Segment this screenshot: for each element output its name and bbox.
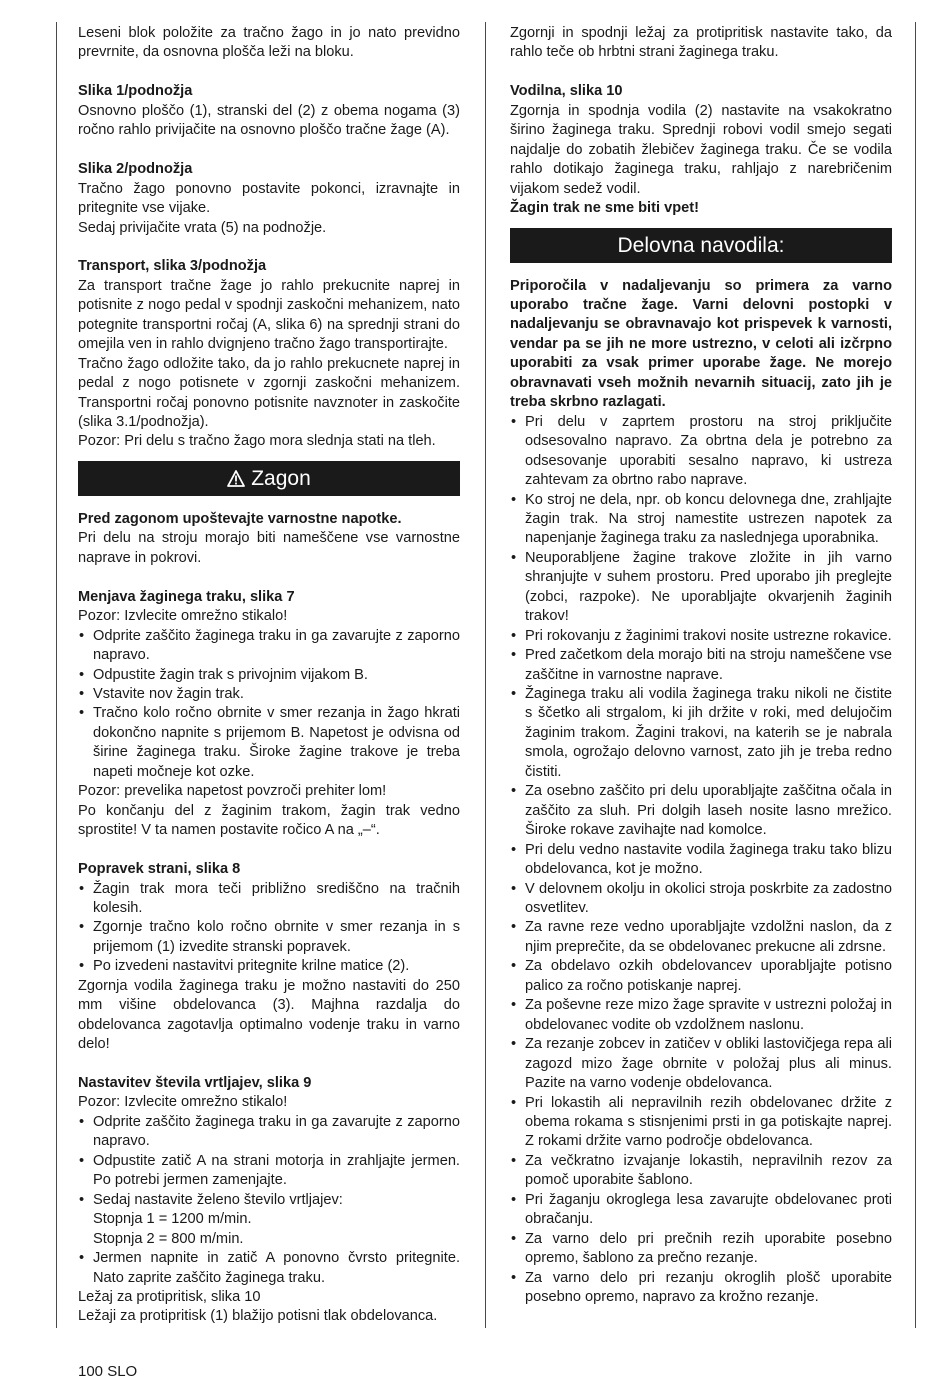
menjava-list xyxy=(78,627,460,783)
column-divider-line xyxy=(485,22,486,1328)
vrtljaji-sub-2: Stopnja 2 = 800 m/min. xyxy=(93,1230,244,1247)
list-item: • Odprite zaščito žaginega traku in ga zavarujte z zaporno napravo. xyxy=(78,627,460,666)
list-item: • Odpustite žagin trak s privojnim vijakom B. xyxy=(78,666,460,685)
list-item: • Vstavite nov žagin trak. xyxy=(78,685,460,704)
slika1-text: Osnovno ploščo (1), stranski del (2) z obema nogama (3) ročno rahlo privijačite na osnovno ploščo tračne žage (A). xyxy=(78,102,460,139)
list-item: • Odprite zaščito žaginega traku in ga zavarujte z zaporno napravo. xyxy=(78,1113,460,1152)
zagon-heading-bar xyxy=(78,461,460,496)
list-item: • Pri rokovanju z žaginimi trakovi nosite ustrezne rokavice. xyxy=(510,627,892,646)
list-item: • Pred začetkom dela morajo biti na stroju nameščene vse zaščitne in varnostne naprave. xyxy=(510,646,892,685)
list-item: • Po izvedeni nastavitvi pritegnite krilne matice (2). xyxy=(78,957,460,976)
delovna-intro-bold: Priporočila v nadaljevanju so primera za varno uporabo tračne žage. Varni delovni postopki v nadaljevanju se obravnavajo kot prispevek k varnosti, vendar pa se jih ne more ustrezno, v celoti ali izčrpno uporabiti za vsak primer uporabe žage. Ne morejo obravnavati vseh možnih nevarnih situacij, zato jih je treba skrbno razlagati. xyxy=(510,277,892,411)
right-column xyxy=(510,24,892,1308)
transport-text-1: Za transport tračne žage jo rahlo prekucnite naprej in potisnite z nogo pedal v spodnji zaskočni mehanizem, nato potegnite transportni ročaj (A, slika 6) na sprednji strani do omejila ven in rahlo dvignjeno tračno žago transportirajte. xyxy=(78,277,460,353)
vodilna-text: Zgornja in spodnja vodila (2) nastavite na vsakokratno širino žaginega traku. Sprednji robovi vodil smejo segati najdalje do zobatih žlebičev žaginega traku. Če se vodila rahlo dotikajo žaginega traku, rahljajo z narebričenim vijakom sedež vodil. xyxy=(510,102,892,197)
list-item: • Za poševne reze mizo žage spravite v ustrezni položaj in obdelovanec vodite ob vzdolžnem naslonu. xyxy=(510,996,892,1035)
list-item: • Za obdelavo ozkih obdelovancev uporabljajte potisno palico za ročno potiskanje naprej. xyxy=(510,957,892,996)
section-title-vodilna: Vodilna, slika 10 xyxy=(510,83,623,100)
slika2-text-1: Tračno žago ponovno postavite pokonci, izravnajte in pritegnite vse vijake. xyxy=(78,180,460,217)
list-item: • Za rezanje zobcev in zatičev v obliki lastovičjega repa ali zagozd mizo žage obrnite v položaj plus ali minus. Pazite na varno vodenje obdelovanca. xyxy=(510,1035,892,1093)
section-title-menjava: Menjava žaginega traku, slika 7 xyxy=(78,588,295,605)
list-item: • Pri lokastih ali nepravilnih rezih obdelovanec držite z obema rokama s stisnjenimi prsti in ga potiskajte naprej. Z rokami držite varno področje obdelovanca. xyxy=(510,1094,892,1152)
zagon-text: Pri delu na stroju morajo biti nameščene vse varnostne naprave in pokrovi. xyxy=(78,530,460,566)
left-border-line xyxy=(56,22,57,1328)
menjava-after-1: Pozor: prevelika napetost povzroči prehiter lom! xyxy=(78,783,387,800)
vrtljaji-list xyxy=(78,1113,460,1288)
zagon-heading: Zagon xyxy=(251,466,311,490)
popravek-after: Zgornja vodila žaginega traku je možno nastaviti do 250 mm višine obdelovanca (3). Majhna razdalja do obdelovanca zagotavlja optimalno vodenje traku in varno delo! xyxy=(78,977,460,1053)
menjava-warning: Pozor: Izvlecite omrežno stikalo! xyxy=(78,608,288,625)
list-item: • Jermen napnite in zatič A ponovno čvrsto pritegnite. Nato zaprite zaščito žaginega traku. xyxy=(78,1249,460,1288)
intro-paragraph: Leseni blok položite za tračno žago in jo nato previdno prevrnite, da osnovna plošča leži na bloku. xyxy=(78,25,460,61)
vrtljaji-warning: Pozor: Izvlecite omrežno stikalo! xyxy=(78,1094,288,1111)
popravek-list xyxy=(78,880,460,977)
list-item: • Neuporabljene žagine trakove zložite in jih varno shranjujte v suhem prostoru. Pred uporabo jih preglejte (zobci, razpoke). Ne uporabljajte okvarjenih žaginih trakov! xyxy=(510,549,892,627)
menjava-after-2: Po končanju del z žaginim trakom, žagin trak vedno sprostite! V ta namen postavite ročico A na „–“. xyxy=(78,802,460,839)
list-item: • Pri žaganju okroglega lesa zavarujte obdelovanec proti obračanju. xyxy=(510,1191,892,1230)
left-column xyxy=(78,24,460,1327)
section-title-transport: Transport, slika 3/podnožja xyxy=(78,258,267,275)
transport-text-2: Tračno žago odložite tako, da jo rahlo prekucnete naprej in pedal z nogo potisnete v zgornji zaskočni mehanizem. Transportni ročaj ponovno potisnite navznoter in zaskočite (slika 3.1/podnožja). xyxy=(78,355,460,431)
list-item: • Odpustite zatič A na strani motorja in zrahljajte jermen. Po potrebi jermen zamenjajte. xyxy=(78,1152,460,1191)
list-item: • Za varno delo pri rezanju okroglih plošč uporabite posebno opremo, napravo za krožno rezanje. xyxy=(510,1269,892,1308)
zagon-bold-note: Pred zagonom upoštevajte varnostne napotke. xyxy=(78,510,402,527)
slika2-text-2: Sedaj privijačite vrata (5) na podnožje. xyxy=(78,219,327,236)
list-item: • Za večkratno izvajanje lokastih, nepravilnih rezov za pomoč uporabite šablono. xyxy=(510,1152,892,1191)
lezaj-continued-text: Zgornji in spodnji ležaj za protipritisk nastavite tako, da rahlo teče ob hrbtni strani žaginega traku. xyxy=(510,25,892,61)
section-title-slika2: Slika 2/podnožja xyxy=(78,161,193,178)
list-item: • Za ravne reze vedno uporabljajte vzdolžni naslon, da z njim preprečite, da se obdelovanec prekucne ali zdrsne. xyxy=(510,918,892,957)
vodilna-bold-note: Žagin trak ne sme biti vpet! xyxy=(510,200,699,217)
section-title-popravek: Popravek strani, slika 8 xyxy=(78,861,241,878)
list-item: • Žagin trak mora teči približno središčno na tračnih kolesih. xyxy=(78,880,460,919)
list-item: • Ko stroj ne dela, npr. ob koncu delovnega dne, zrahljajte žagin trak. Na stroj namestite ustrezen napotek za napenjanje žaginega traku za naslednjega uporabnika. xyxy=(510,491,892,549)
vrtljaji-item3-text: Sedaj nastavite želeno število vrtljajev: xyxy=(93,1191,343,1208)
list-item: • Zgornje tračno kolo ročno obrnite v smer rezanja in s prijemom (1) izvedite stranski popravek. xyxy=(78,918,460,957)
right-border-line xyxy=(915,22,916,1328)
page-footer: 100 SLO xyxy=(78,1363,138,1380)
list-item: • V delovnem okolju in okolici stroja poskrbite za zadostno osvetlitev. xyxy=(510,880,892,919)
delovna-heading: Delovna navodila: xyxy=(617,233,785,257)
list-item xyxy=(78,1191,460,1249)
list-item: • Pri delu vedno nastavite vodila žaginega traku tako blizu obdelovanca, kot je možno. xyxy=(510,841,892,880)
lezaj-line-1: Ležaj za protipritisk, slika 10 xyxy=(78,1289,261,1305)
list-item: • Žaginega traku ali vodila žaginega traku nikoli ne čistite s ščetko ali strgalom, ki jih držite v roki, med delujočim žaginim trakom. Žagini trakovi, na katerih se je nabrala smola, ogrožajo delovno varnost, zato jih je treba redno čistiti. xyxy=(510,685,892,782)
list-item: • Tračno kolo ročno obrnite v smer rezanja in žago hkrati dokončno napnite s prijemom B. Napetost je odvisna od širine žaginega traku. Široke žagine trakove je treba napeti močneje kot ozke. xyxy=(78,704,460,782)
transport-text-3: Pozor: Pri delu s tračno žago mora slednja stati na tleh. xyxy=(78,433,436,450)
section-title-slika1: Slika 1/podnožja xyxy=(78,83,193,100)
list-item: • Za osebno zaščito pri delu uporabljajte zaščitna očala in zaščito za sluh. Pri dolgih laseh nosite lasno mrežico. Široke rokave zavihajte nad komolce. xyxy=(510,782,892,840)
lezaj-line-2: Ležaji za protipritisk (1) blažijo potisni tlak obdelovanca. xyxy=(78,1308,438,1325)
vrtljaji-sub-1: Stopnja 1 = 1200 m/min. xyxy=(93,1211,252,1228)
section-title-vrtljaji: Nastavitev števila vrtljajev, slika 9 xyxy=(78,1075,312,1092)
list-item: • Pri delu v zaprtem prostoru na stroj priključite odsesovalno napravo. Za obrtna dela je potrebno za odsesovanje uporabiti sesalno napravo, ki ustreza zahtevam za obrtno rabo naprave. xyxy=(510,413,892,491)
list-item: • Za varno delo pri prečnih rezih uporabite posebno opremo, šablono za prečno rezanje. xyxy=(510,1230,892,1269)
delovna-list xyxy=(510,413,892,1308)
warning-triangle-icon xyxy=(227,461,245,496)
delovna-heading-bar xyxy=(510,228,892,263)
